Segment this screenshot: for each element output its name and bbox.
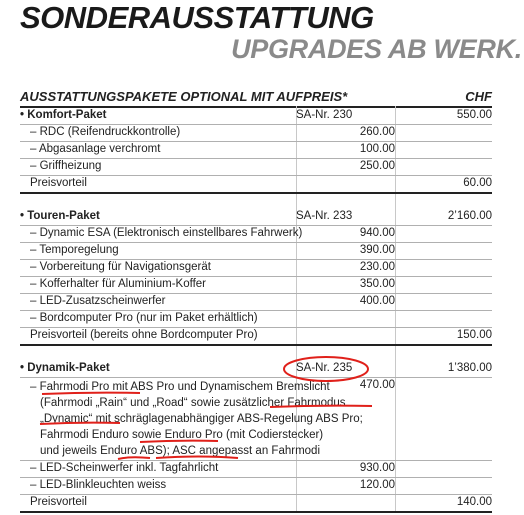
package-total: 1’380.00 [447, 362, 492, 374]
header-currency: CHF [465, 89, 492, 104]
list-item-fahrmodi: – Fahrmodi Pro mit ABS Pro und Dynamischem Bremslicht (Fahrmodi „Rain“ und „Road“ sowie zusätzlicher Fahrmodus „Dynamic“ mit schräglagenabhängiger ABS-Regelung ABS Pro; Fahrmodi Enduro sowie Enduro Pro (mit Codierstecker) und jeweils Enduro ABS); ASC angepasst an Fahrmodi 470.00 [20, 378, 492, 461]
page-title: SONDERAUSSTATTUNG [20, 0, 374, 35]
preisvorteil-row: Preisvorteil 140.00 [20, 495, 492, 513]
package-name: • Komfort-Paket [20, 109, 106, 121]
package-name: • Touren-Paket [20, 210, 100, 222]
package-row-dynamik [20, 361, 492, 378]
list-item: – Bordcomputer Pro (nur im Paket erhältlich) [20, 311, 492, 328]
list-item: – Vorbereitung für Navigationsgerät 230.00 [20, 260, 492, 277]
list-item: – Kofferhalter für Aluminium-Koffer 350.00 [20, 277, 492, 294]
preisvorteil-row: Preisvorteil 60.00 [20, 176, 492, 194]
list-item: – RDC (Reifendruckkontrolle) 260.00 [20, 125, 492, 142]
list-item: – Dynamic ESA (Elektronisch einstellbares Fahrwerk) 940.00 [20, 226, 492, 243]
list-item: – Abgasanlage verchromt 100.00 [20, 142, 492, 159]
table-header [20, 88, 492, 108]
list-item: – Temporegelung 390.00 [20, 243, 492, 260]
list-item: – LED-Zusatzscheinwerfer 400.00 [20, 294, 492, 311]
package-sa-number: SA-Nr. 235 [296, 362, 353, 374]
package-total: 2’160.00 [447, 210, 492, 222]
list-item: – Griffheizung 250.00 [20, 159, 492, 176]
package-total: 550.00 [456, 109, 492, 121]
preisvorteil-row: Preisvorteil (bereits ohne Bordcomputer Pro) 150.00 [20, 328, 492, 346]
page-subtitle: UPGRADES AB WERK. [231, 34, 522, 64]
package-row-komfort [20, 108, 492, 125]
list-item: – LED-Scheinwerfer inkl. Tagfahrlicht 930.00 [20, 461, 492, 478]
fahrmodi-description: – Fahrmodi Pro mit ABS Pro und Dynamischem Bremslicht (Fahrmodi „Rain“ und „Road“ sowie zusätzlicher Fahrmodus „Dynamic“ mit schräglagenabhängiger ABS-Regelung ABS Pro; Fahrmodi Enduro sowie Enduro Pro (mit Codierstecker) und jeweils Enduro ABS); ASC angepasst an Fahrmodi [30, 379, 363, 459]
header-label: AUSSTATTUNGSPAKETE OPTIONAL MIT AUFPREIS* [20, 89, 348, 104]
package-row-touren [20, 209, 492, 226]
package-name: • Dynamik-Paket [20, 362, 110, 374]
package-sa-number: SA-Nr. 233 [296, 210, 353, 222]
package-sa-number: SA-Nr. 230 [296, 109, 353, 121]
list-item: – LED-Blinkleuchten weiss 120.00 [20, 478, 492, 495]
